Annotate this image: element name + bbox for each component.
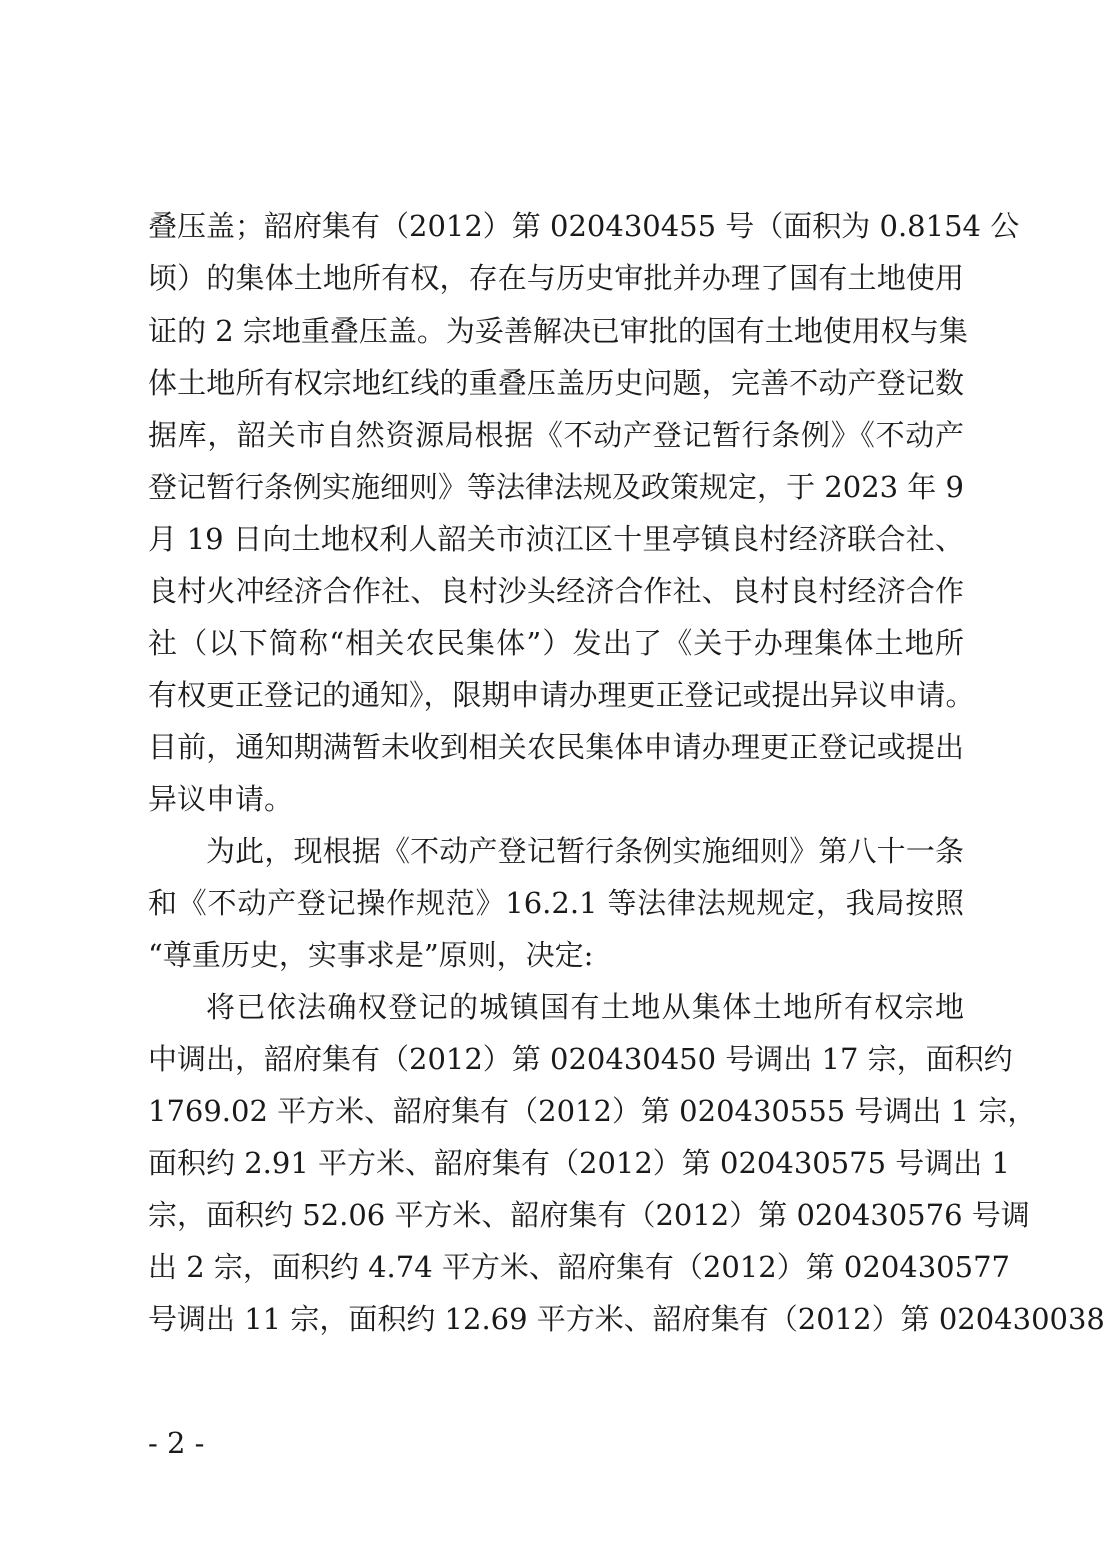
body-line-20: 宗，面积约 52.06 平方米、韶府集有（2012）第 020430576 号调	[148, 1198, 1030, 1232]
body-line-14: 和《不动产登记操作规范》16.2.1 等法律法规规定，我局按照	[148, 886, 964, 920]
body-line-13: 为此，现根据《不动产登记暂行条例实施细则》第八十一条	[206, 834, 964, 868]
body-line-12: 异议申请。	[148, 782, 294, 816]
body-line-5: 据库，韶关市自然资源局根据《不动产登记暂行条例》《不动产	[148, 418, 964, 452]
body-line-18: 1769.02 平方米、韶府集有（2012）第 020430555 号调出 1 宗，	[148, 1094, 1037, 1128]
body-line-10: 有权更正登记的通知》，限期申请办理更正登记或提出异议申请。	[148, 678, 975, 712]
body-line-11: 目前，通知期满暂未收到相关农民集体申请办理更正登记或提出	[148, 730, 964, 764]
body-line-16: 将已依法确权登记的城镇国有土地从集体土地所有权宗地	[206, 990, 964, 1024]
body-line-2: 顷）的集体土地所有权，存在与历史审批并办理了国有土地使用	[148, 261, 964, 295]
body-line-19: 面积约 2.91 平方米、韶府集有（2012）第 020430575 号调出 1	[148, 1146, 1010, 1180]
body-line-15: “尊重历史，实事求是”原则，决定:	[148, 938, 594, 972]
body-line-3: 证的 2 宗地重叠压盖。为妥善解决已审批的国有土地使用权与集	[148, 314, 968, 348]
body-line-6: 登记暂行条例实施细则》等法律法规及政策规定，于 2023 年 9	[148, 470, 964, 504]
body-line-7: 月 19 日向土地权利人韶关市浈江区十里亭镇良村经济联合社、	[148, 522, 964, 556]
body-line-1: 叠压盖；韶府集有（2012）第 020430455 号（面积为 0.8154 公	[148, 209, 1020, 243]
body-line-8: 良村火冲经济合作社、良村沙头经济合作社、良村良村经济合作	[148, 574, 964, 608]
body-line-22: 号调出 11 宗，面积约 12.69 平方米、韶府集有（2012）第 020430038	[148, 1302, 1105, 1336]
body-line-17: 中调出，韶府集有（2012）第 020430450 号调出 17 宗，面积约	[148, 1042, 1013, 1076]
body-line-21: 出 2 宗，面积约 4.74 平方米、韶府集有（2012）第 020430577	[148, 1250, 1010, 1284]
body-line-9: 社（以下简称“相关农民集体”）发出了《关于办理集体土地所	[148, 626, 964, 660]
page-number: - 2 -	[148, 1426, 205, 1460]
body-line-4: 体土地所有权宗地红线的重叠压盖历史问题，完善不动产登记数	[148, 366, 964, 400]
